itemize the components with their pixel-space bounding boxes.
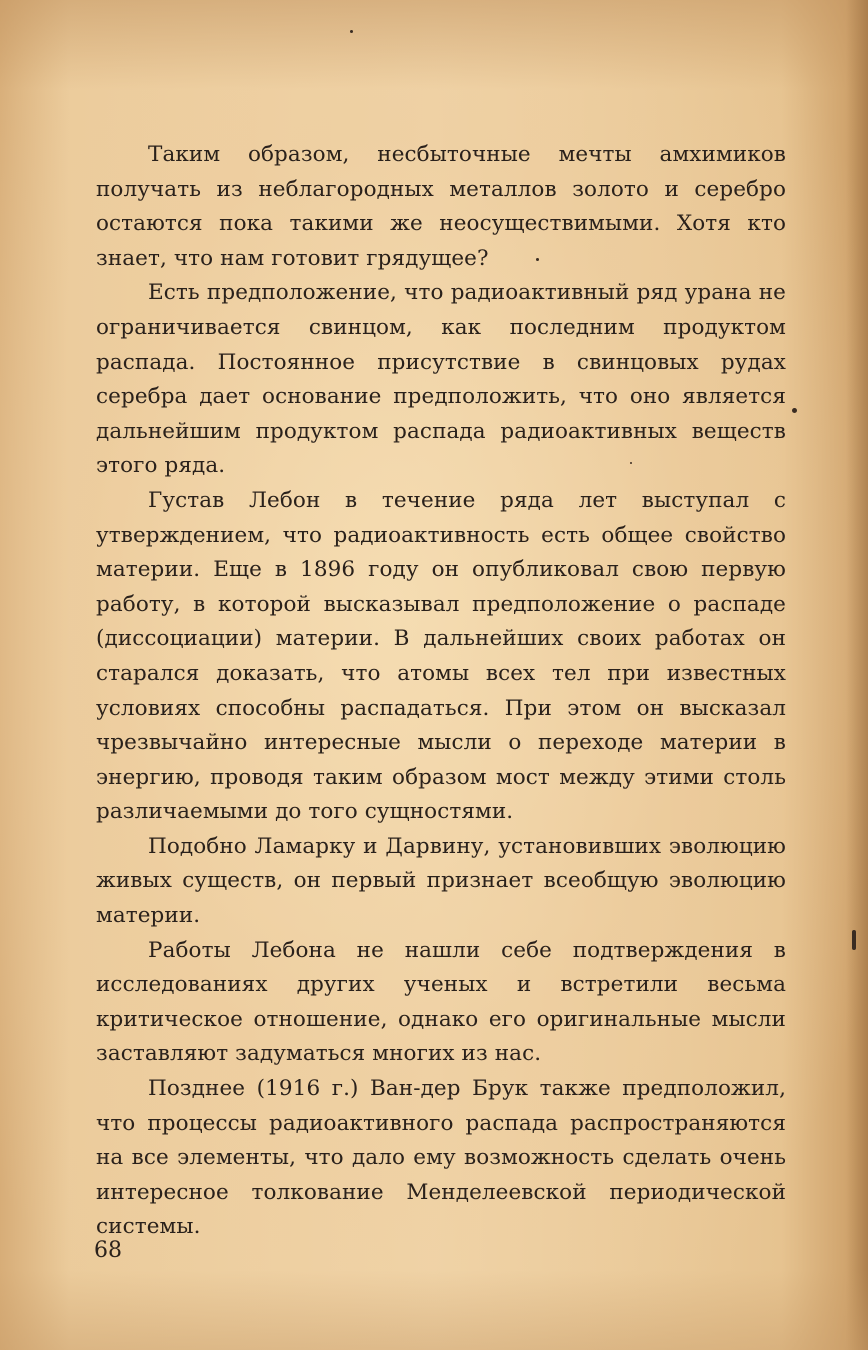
page-number: 68 [94, 1238, 122, 1263]
paragraph: Таким образом, несбыточные мечты амхимиков получать из неблагородных металлов золото и серебро остаются пока такими же неосуществимыми. Хотя кто знает, что нам готовит грядущее? [96, 142, 786, 271]
paragraph: Работы Лебона не нашли себе подтверждения в исследованиях других ученых и встретили весьма критическое отношение, однако его оригинальные мысли заставляют задуматься многих из нас. [96, 937, 786, 1067]
paragraph: Густав Лебон в течение ряда лет выступал с утверждением, что радиоактивность есть общее свойство материи. Еще в 1896 году он опубликовал свою первую работу, в которой высказывал предположение о распаде (диссоциации) материи. В дальнейших своих работах он старался доказать, что атомы всех тел при известных условиях способны распадаться. При этом он высказал чрезвычайно интересные мысли о переходе материи в энергию, проводя таким образом мост между этими столь различаемыми до того сущностями. [96, 487, 786, 825]
paragraph: Есть предположение, что радиоактивный ряд урана не ограничивается свинцом, как последним продуктом распада. Постоянное присутствие в свинцовых рудах серебра дает основание предположить, что оно является дальнейшим продуктом распада радиоактивных веществ этого ряда. [96, 280, 786, 479]
page-edge-shadow [846, 0, 868, 1350]
paper-speck [792, 408, 797, 413]
paper-speck [350, 30, 353, 33]
paragraph: Подобно Ламарку и Дарвину, установивших эволюцию живых существ, он первый признает всеобщую эволюцию материи. [96, 833, 786, 929]
paragraph: Позднее (1916 г.) Ван-дер Брук также предположил, что процессы радиоактивного распада распространяются на все элементы, что дало ему возможность сделать очень интересное толкование Менделеевской периодической системы. [96, 1076, 786, 1240]
body-text [96, 138, 786, 1245]
paper-speck [852, 930, 856, 950]
